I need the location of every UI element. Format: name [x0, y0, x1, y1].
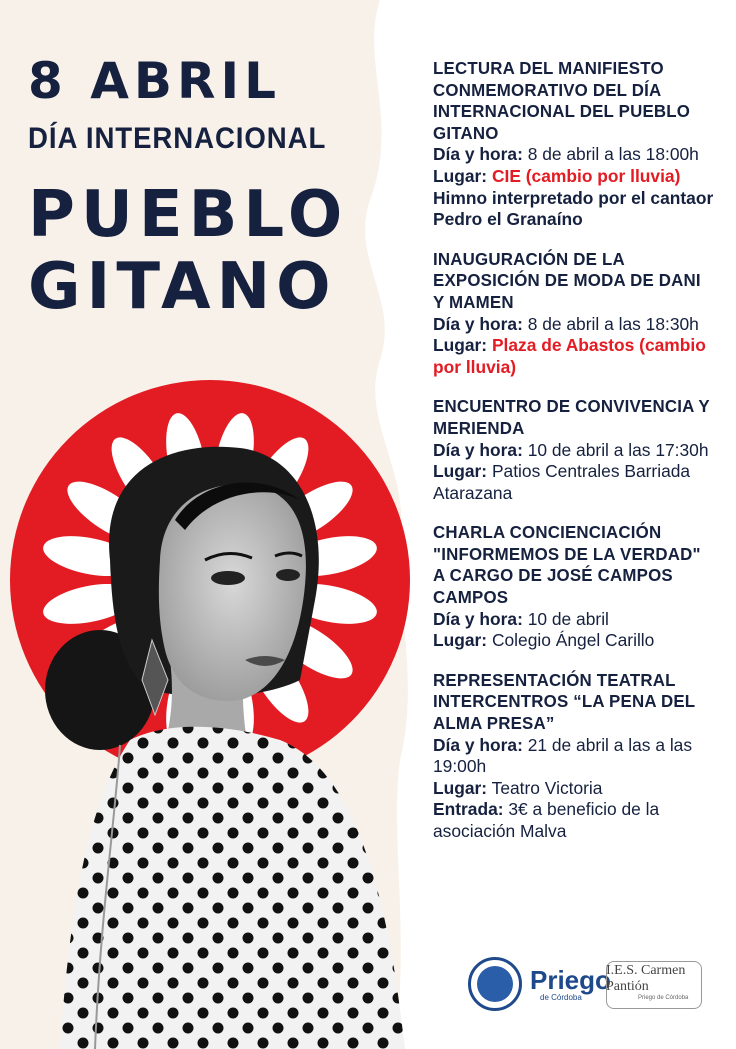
event-item — [433, 249, 723, 379]
ies-logo-subtitle: Priego de Córdoba — [638, 995, 689, 1001]
event-title: LECTURA DEL MANIFIESTO CONMEMORATIVO DEL DÍA INTERNACIONAL DEL PUEBLO GITANO — [433, 58, 691, 143]
sponsor-logos — [468, 955, 728, 1015]
priego-logo-subtitle: de Córdoba — [540, 993, 582, 1002]
event-item — [433, 522, 723, 652]
event-when: Día y hora: 10 de abril — [433, 608, 609, 629]
event-item — [433, 58, 723, 231]
event-when: Día y hora: 21 de abril a las a las 19:00h — [433, 734, 693, 777]
event-where: Lugar: CIE (cambio por lluvia) — [433, 165, 681, 186]
event-title: REPRESENTACIÓN TEATRAL INTERCENTROS “LA PENA DEL ALMA PRESA” — [433, 669, 695, 734]
event-title: INAUGURACIÓN DE LA EXPOSICIÓN DE MODA DE DANI Y MAMEN — [433, 248, 701, 312]
event-where: Lugar: Plaza de Abastos (cambio por lluvia) — [433, 335, 706, 377]
event-item — [433, 396, 723, 504]
event-where: Lugar: Colegio Ángel Carillo — [433, 630, 655, 651]
event-item — [433, 670, 723, 843]
event-when: Día y hora: 8 de abril a las 18:00h — [433, 144, 699, 165]
event-entry: Entrada: 3€ a beneficio de la asociación Malva — [433, 799, 660, 841]
headline-date: 8 ABRIL — [28, 52, 281, 110]
priego-logo: Priego — [530, 965, 611, 995]
event-title: ENCUENTRO DE CONVIVENCIA Y MERIENDA — [433, 396, 710, 438]
headline-gitano: GITANO — [28, 250, 337, 324]
event-when: Día y hora: 8 de abril a las 18:30h — [433, 313, 699, 334]
event-where: Lugar: Patios Centrales Barriada Atarazana — [433, 461, 691, 503]
event-title: CHARLA CONCIENCIACIÓN "INFORMEMOS DE LA VERDAD" A CARGO DE JOSÉ CAMPOS CAMPOS — [433, 522, 701, 608]
events-list — [433, 58, 723, 861]
event-when: Día y hora: 10 de abril a las 17:30h — [433, 439, 709, 460]
ies-logo: I.E.S. Carmen Pantión — [606, 963, 686, 994]
event-where: Lugar: Teatro Victoria — [433, 777, 603, 798]
headline-pueblo: PUEBLO — [28, 178, 349, 252]
headline-day: DÍA INTERNACIONAL — [28, 122, 327, 155]
event-extra: Himno interpretado por el cantaor Pedro el Granaíno — [433, 187, 714, 230]
town-seal-logo — [468, 957, 522, 1011]
